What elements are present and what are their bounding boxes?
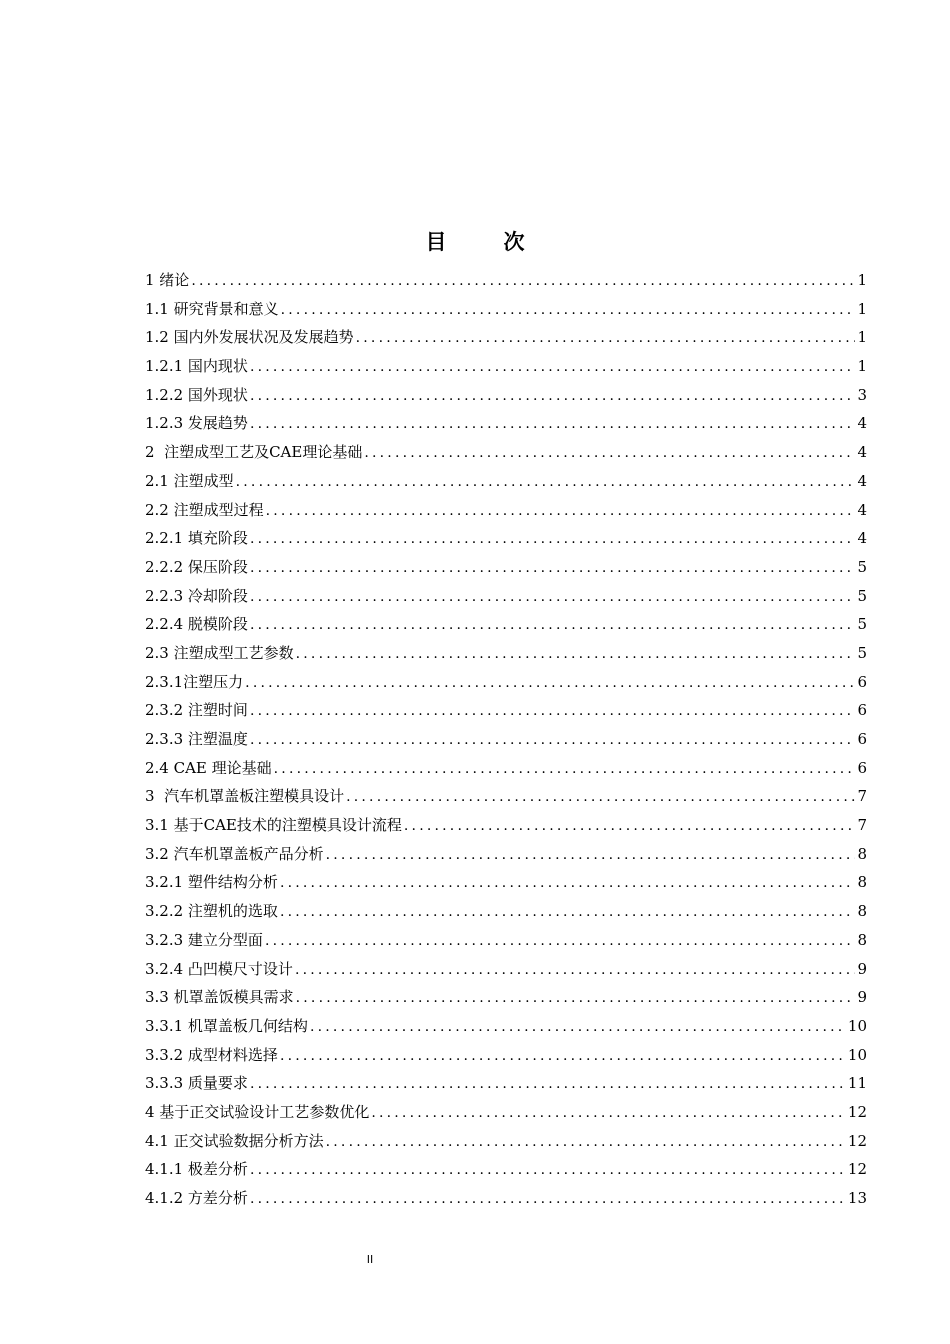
toc-entry-label: 2.1 注塑成型 xyxy=(145,471,234,490)
toc-entry-label: 1.1 研究背景和意义 xyxy=(145,299,279,318)
toc-dot-leader xyxy=(250,382,856,411)
toc-entry-page: 5 xyxy=(857,615,867,634)
toc-entry-label: 2.2.1 填充阶段 xyxy=(145,529,248,548)
toc-dot-leader xyxy=(250,353,856,382)
toc-entry[interactable] xyxy=(145,496,867,525)
toc-entry-label: 2 注塑成型工艺及CAE理论基础 xyxy=(145,443,363,462)
toc-entry-page: 9 xyxy=(857,959,867,978)
toc-entry-label: 3.3 机罩盖饭模具需求 xyxy=(145,988,294,1007)
toc-entry[interactable] xyxy=(145,725,867,754)
toc-entry[interactable] xyxy=(145,840,867,869)
toc-entry-label: 2.3.1注塑压力 xyxy=(145,672,244,691)
toc-entry[interactable] xyxy=(145,381,867,410)
toc-dot-leader xyxy=(250,726,856,755)
toc-entry[interactable] xyxy=(145,582,867,611)
footer-page-number: II xyxy=(366,1253,374,1266)
toc-entry-page: 7 xyxy=(857,816,867,835)
toc-entry-page: 1 xyxy=(857,328,867,347)
toc-dot-leader xyxy=(250,1156,846,1185)
toc-entry-label: 4.1.2 方差分析 xyxy=(145,1189,248,1207)
toc-entry-page: 6 xyxy=(857,701,867,720)
toc-entry-label: 3.1 基于CAE技术的注塑模具设计流程 xyxy=(145,816,402,835)
toc-entry-page: 6 xyxy=(857,758,867,777)
toc-entry-page: 1 xyxy=(857,271,867,289)
toc-entry[interactable] xyxy=(145,754,867,783)
toc-entry[interactable] xyxy=(145,955,867,984)
toc-entry-page: 5 xyxy=(857,557,867,576)
toc-entry[interactable] xyxy=(145,1184,867,1213)
toc-dot-leader xyxy=(250,583,856,612)
toc-dot-leader xyxy=(281,296,856,325)
toc-dot-leader xyxy=(326,1128,846,1157)
toc-dot-leader xyxy=(295,956,856,985)
toc-entry[interactable] xyxy=(145,1155,867,1184)
toc-entry[interactable] xyxy=(145,323,867,352)
toc-dot-leader xyxy=(236,468,856,497)
toc-entry-label: 2.3.2 注塑时间 xyxy=(145,701,248,720)
toc-entry-label: 3.2 汽车机罩盖板产品分析 xyxy=(145,844,324,863)
toc-entry-page: 7 xyxy=(857,787,867,806)
toc-entry-page: 6 xyxy=(857,730,867,748)
toc-dot-leader xyxy=(404,812,856,841)
toc-entry-label: 3.3.1 机罩盖板几何结构 xyxy=(145,1016,308,1035)
toc-entry-label: 2.2.3 冷却阶段 xyxy=(145,586,248,605)
toc-entry-page: 5 xyxy=(857,643,867,662)
toc-entry-label: 4.1.1 极差分析 xyxy=(145,1160,248,1179)
toc-entry-label: 1.2.3 发展趋势 xyxy=(145,414,248,433)
toc-entry-label: 3.2.3 建立分型面 xyxy=(145,930,263,949)
toc-entry[interactable] xyxy=(145,1041,867,1070)
toc-dot-leader xyxy=(371,1099,846,1128)
toc-dot-leader xyxy=(364,439,855,468)
toc-entry-label: 3.2.4 凸凹模尺寸设计 xyxy=(145,959,293,978)
toc-entry[interactable] xyxy=(145,1127,867,1156)
toc-entry-page: 9 xyxy=(857,988,867,1007)
toc-dot-leader xyxy=(280,869,856,898)
toc-entry-label: 2.2 注塑成型过程 xyxy=(145,500,264,519)
toc-entry-page: 10 xyxy=(847,1016,867,1035)
toc-entry-page: 1 xyxy=(857,357,867,376)
toc-heading: 目 次 xyxy=(425,229,543,254)
toc-dot-leader xyxy=(266,497,856,526)
toc-entry-label: 3.2.1 塑件结构分析 xyxy=(145,873,278,892)
toc-entry-label: 2.3 注塑成型工艺参数 xyxy=(145,643,294,662)
toc-entry-page: 4 xyxy=(857,414,867,433)
toc-entry-page: 11 xyxy=(847,1074,867,1093)
toc-entry[interactable] xyxy=(145,696,867,725)
toc-entry[interactable] xyxy=(145,1012,867,1041)
toc-dot-leader xyxy=(191,267,855,296)
toc-dot-leader xyxy=(250,697,856,726)
toc-entry-label: 2.2.4 脱模阶段 xyxy=(145,615,248,634)
toc-entry-page: 12 xyxy=(847,1131,867,1150)
toc-entry-label: 3.3.2 成型材料选择 xyxy=(145,1045,278,1064)
toc-entry-page: 12 xyxy=(847,1160,867,1179)
toc-dot-leader xyxy=(356,324,856,353)
toc-dot-leader xyxy=(326,841,856,870)
toc-entry-label: 1.2 国内外发展状况及发展趋势 xyxy=(145,328,354,347)
toc-entry-page: 5 xyxy=(857,586,867,605)
toc-entry-label: 2.4 CAE 理论基础 xyxy=(145,758,272,777)
toc-entry-label: 2.2.2 保压阶段 xyxy=(145,557,248,576)
toc-entry-page: 6 xyxy=(857,672,867,691)
toc-entry[interactable] xyxy=(145,553,867,582)
table-of-contents xyxy=(145,266,867,1213)
toc-entry-page: 12 xyxy=(847,1102,867,1121)
toc-entry-label: 3.2.2 注塑机的选取 xyxy=(145,902,278,921)
toc-entry-page: 8 xyxy=(857,873,867,892)
toc-entry-page: 4 xyxy=(857,443,867,462)
toc-entry-page: 13 xyxy=(847,1189,867,1207)
toc-entry-label: 2.3.3 注塑温度 xyxy=(145,730,248,748)
toc-dot-leader xyxy=(250,611,856,640)
toc-entry[interactable] xyxy=(145,1098,867,1127)
toc-dot-leader xyxy=(250,1185,846,1214)
toc-dot-leader xyxy=(296,984,856,1013)
toc-entry[interactable] xyxy=(145,467,867,496)
toc-entry-page: 8 xyxy=(857,844,867,863)
toc-entry-page: 8 xyxy=(857,902,867,921)
toc-dot-leader xyxy=(250,410,856,439)
toc-entry[interactable] xyxy=(145,352,867,381)
toc-entry-label: 3.3.3 质量要求 xyxy=(145,1074,248,1093)
toc-entry[interactable] xyxy=(145,438,867,467)
toc-dot-leader xyxy=(250,1070,846,1099)
toc-entry-label: 4 基于正交试验设计工艺参数优化 xyxy=(145,1102,370,1121)
toc-dot-leader xyxy=(296,640,856,669)
toc-dot-leader xyxy=(310,1013,846,1042)
toc-entry[interactable] xyxy=(145,782,867,811)
toc-dot-leader xyxy=(250,554,856,583)
toc-entry[interactable] xyxy=(145,1069,867,1098)
toc-entry[interactable] xyxy=(145,610,867,639)
toc-dot-leader xyxy=(274,755,856,784)
toc-entry-label: 4.1 正交试验数据分析方法 xyxy=(145,1131,324,1150)
toc-dot-leader xyxy=(245,669,855,698)
toc-entry[interactable] xyxy=(145,897,867,926)
toc-dot-leader xyxy=(280,1042,846,1071)
toc-dot-leader xyxy=(280,898,856,927)
toc-entry-page: 4 xyxy=(857,529,867,548)
toc-entry-label: 3 汽车机罩盖板注塑模具设计 xyxy=(145,787,345,806)
toc-dot-leader xyxy=(265,927,856,956)
toc-entry[interactable] xyxy=(145,409,867,438)
toc-entry[interactable] xyxy=(145,668,867,697)
toc-entry-page: 4 xyxy=(857,500,867,519)
toc-entry[interactable] xyxy=(145,295,867,324)
toc-entry[interactable] xyxy=(145,266,867,295)
toc-entry[interactable] xyxy=(145,868,867,897)
toc-entry-page: 4 xyxy=(857,471,867,490)
toc-entry-page: 8 xyxy=(857,930,867,949)
toc-dot-leader xyxy=(346,783,855,812)
toc-entry-label: 1.2.2 国外现状 xyxy=(145,385,248,404)
toc-entry[interactable] xyxy=(145,524,867,553)
toc-entry-page: 10 xyxy=(847,1045,867,1064)
toc-entry-page: 3 xyxy=(857,385,867,404)
toc-entry[interactable] xyxy=(145,639,867,668)
toc-entry[interactable] xyxy=(145,811,867,840)
toc-entry-page: 1 xyxy=(857,299,867,318)
toc-entry-label: 1 绪论 xyxy=(145,271,190,289)
toc-entry[interactable] xyxy=(145,926,867,955)
toc-dot-leader xyxy=(250,525,856,554)
toc-entry-label: 1.2.1 国内现状 xyxy=(145,357,248,376)
toc-entry[interactable] xyxy=(145,983,867,1012)
